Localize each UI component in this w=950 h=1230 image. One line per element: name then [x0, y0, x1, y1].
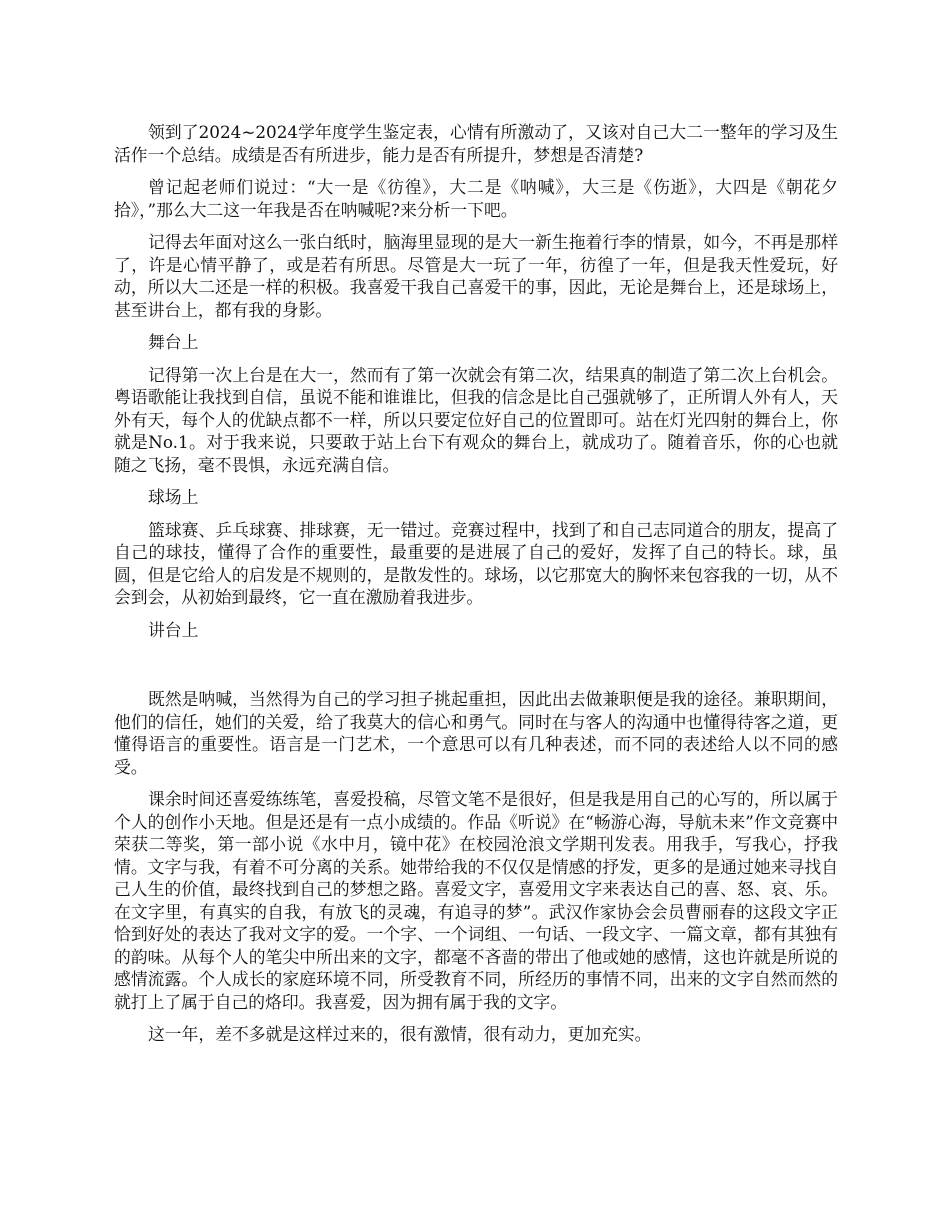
- closing-paragraph: 这一年，差不多就是这样过来的，很有激情，很有动力，更加充实。: [148, 1024, 652, 1044]
- court-paragraph: 篮球赛、乒乓球赛、排球赛，无一错过。竞赛过程中，找到了和自己志同道合的朋友，提高了自己的球技，懂得了合作的重要性，最重要的是进展了自己的爱好，发挥了自己的特长。球，虽圆，但是它给人的启发是不规则的，是散发性的。球场，以它那宽大的胸怀来包容我的一切，从不会到会，从初始到最终，它一直在激励着我进步。: [114, 519, 838, 607]
- part-time-paragraph: 既然是呐喊，当然得为自己的学习担子挑起重担，因此出去做兼职便是我的途径。兼职期间，他们的信任，她们的关爱，给了我莫大的信心和勇气。同时在与客人的沟通中也懂得待客之道，更懂得语言的重要性。语言是一门艺术，一个意思可以有几种表述，而不同的表述给人以不同的感受。: [114, 689, 838, 777]
- intro-paragraph: 领到了2024~2024学年度学生鉴定表，心情有所激动了，又该对自己大二一整年的学习及生活作一个总结。成绩是否有所进步，能力是否有所提升，梦想是否清楚?: [114, 122, 838, 165]
- stage-paragraph: 记得第一次上台是在大一，然而有了第一次就会有第二次，结果真的制造了第二次上台机会。粤语歌能让我找到自信，虽说不能和谁谁比，但我的信念是比自己强就够了，正所谓人外有人，天外有天，每个人的优缺点都不一样，所以只要定位好自己的位置即可。站在灯光四射的舞台上，你就是No.1。对于我来说，只要敢于站上台下有观众的舞台上，就成功了。随着音乐，你的心也就随之飞扬，毫不畏惧，永远充满自信。: [114, 364, 838, 475]
- teacher-quote-paragraph: 曾记起老师们说过：“大一是《彷徨》，大二是《呐喊》，大三是《伤逝》，大四是《朝花夕拾》，”那么大二这一年我是否在呐喊呢?来分析一下吧。: [114, 177, 838, 220]
- writing-paragraph: 课余时间还喜爱练练笔，喜爱投稿，尽管文笔不是很好，但是我是用自己的心写的，所以属于个人的创作小天地。但是还是有一点小成绩的。作品《听说》在“畅游心海，导航未来”作文竞赛中荣获二等奖，第一部小说《水中月，镜中花》在校园沧浪文学期刊发表。用我手，写我心，抒我情。文字与我，有着不可分离的关系。她带给我的不仅仅是情感的抒发，更多的是通过她来寻找自己人生的价值，最终找到自己的梦想之路。喜爱文字，喜爱用文字来表达自己的喜、怒、哀、乐。在文字里，有真实的自我，有放飞的灵魂，有追寻的梦”。武汉作家协会会员曹丽春的这段文字正恰到好处的表达了我对文字的爱。一个字、一个词组、一句话、一段文字、一篇文章，都有其独有的韵味。从每个人的笔尖中所出来的文字，都毫不吝啬的带出了他或她的感情，这也许就是所说的感情流露。个人成长的家庭环境不同，所受教育不同，所经历的事情不同，出来的文字自然而然的就打上了属于自己的烙印。我喜爱，因为拥有属于我的文字。: [114, 789, 838, 1012]
- section-heading-court: 球场上: [148, 487, 199, 507]
- reflection-paragraph: 记得去年面对这么一张白纸时，脑海里显现的是大一新生拖着行李的情景，如今，不再是那样了，许是心情平静了，或是若有所思。尽管是大一玩了一年，彷徨了一年，但是我天性爱玩，好动，所以大二还是一样的积极。我喜爱干我自己喜爱干的事，因此，无论是舞台上，还是球场上，甚至讲台上，都有我的身影。: [114, 232, 838, 320]
- section-heading-podium: 讲台上: [148, 619, 199, 640]
- blank-line: [114, 651, 838, 688]
- section-heading-stage: 舞台上: [148, 332, 199, 352]
